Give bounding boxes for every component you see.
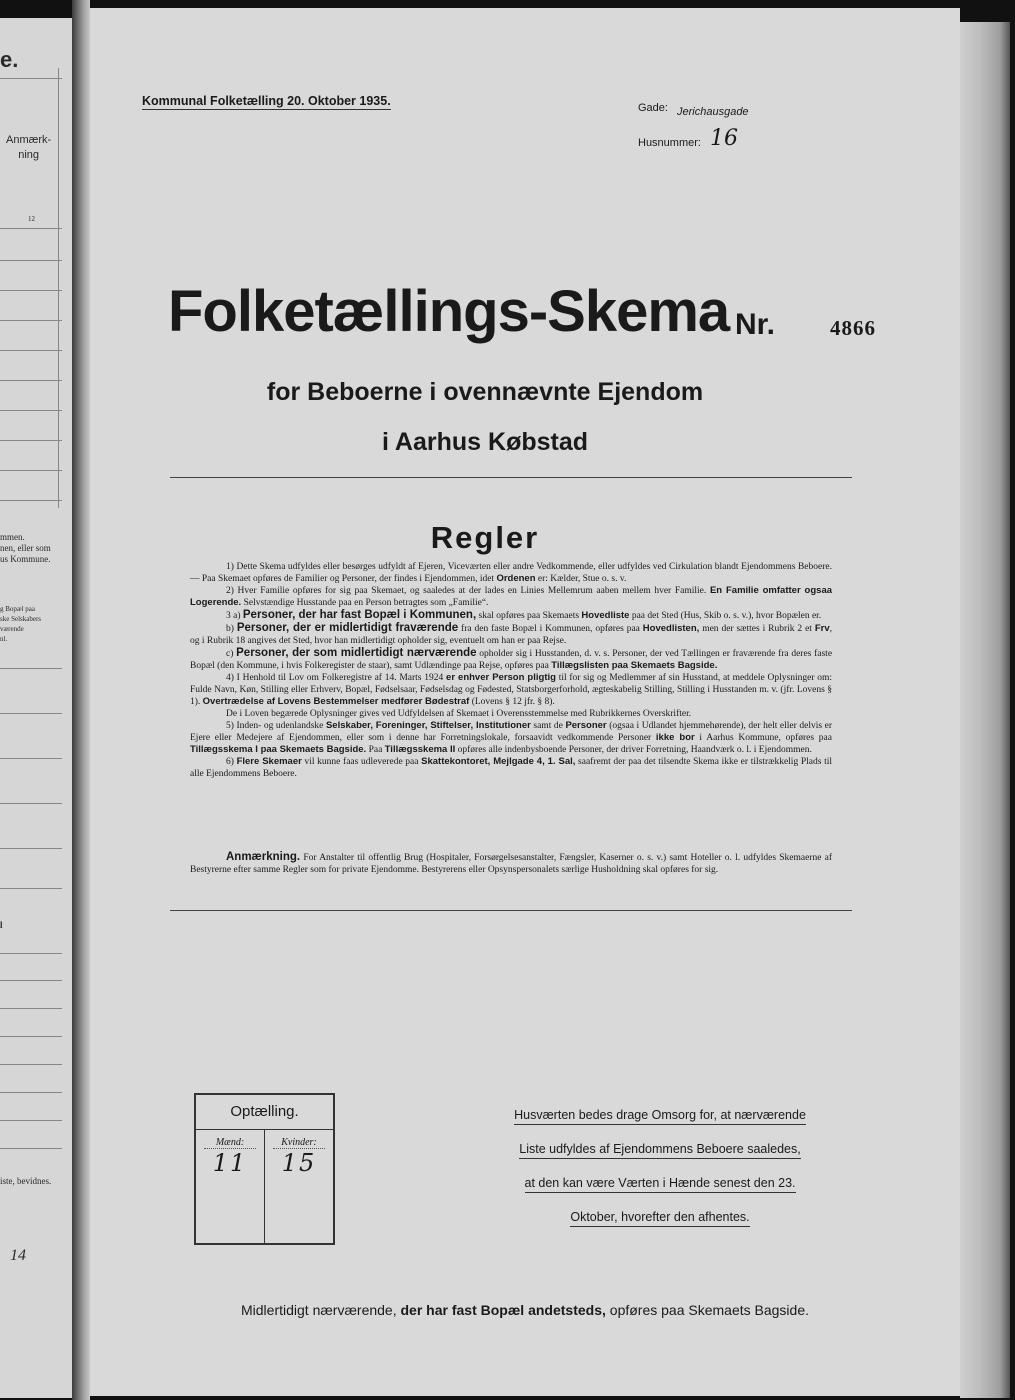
left-fragment-2: g Bopæl paa ske Selskabers værende nl.	[0, 605, 42, 643]
husnummer-value: 16	[710, 126, 738, 151]
form-title: Folketællings-Skema	[168, 279, 730, 344]
form-subtitle-1: for Beboerne i ovennævnte Ejendom	[266, 378, 704, 406]
gade-value: Jerichausgade	[677, 106, 749, 118]
husvaert-notice	[495, 1108, 825, 1244]
form-subtitle-2: i Aarhus Købstad	[381, 428, 589, 456]
rule-3c: c) Personer, der som midlertidigt nærværende opholder sig i Husstanden, d. v. s. Personer, der ved Tællingen er fraværende fra deres faste Bopæl (den Kommune, i hvis Folkeregister de staar), samt Udlændinge paa Rejse, opføres paa Tillægslisten paa Skemaets Bagside.	[190, 647, 833, 671]
maend-label: Mænd:	[204, 1137, 256, 1149]
rule-5: 5) Inden- og udenlandske Selskaber, Foreninger, Stiftelser, Institutioner samt de Personer (ogsaa i Udlandet hjemmehørende), der helt eller delvis er Ejere eller Medejere af Ejendommen, eller som i denne har Forretningslokale, forsaavidt vedkommende Personer ikke bor i Aarhus Kommune, opføres paa Tillægsskema I paa Skemaets Bagside. Paa Tillægsskema II opføres alle indenbysboende Personer, der driver Forretning, Haandværk o. l. i Ejendommen.	[190, 720, 832, 755]
footer-post: opføres paa Skemaets Bagside.	[609, 1302, 810, 1318]
kvinder-label: Kvinder:	[273, 1137, 325, 1149]
book-gutter	[72, 0, 90, 1400]
anmaerkning-block	[190, 851, 832, 876]
left-fragment-3: l	[0, 920, 3, 930]
rule-1: 1) Dette Skema udfyldes eller besørges udfyldt af Ejeren, Viceværten eller andre Vedkommende, eller udfyldes ved Cirkulation blandt Ejendommens Beboere. — Paa Skemaet opføres de Familier og Personer, der findes i Ejendommen, idet Ordenen er: Kælder, Stue o. s. v.	[190, 562, 832, 584]
left-top-letter: e.	[0, 47, 19, 72]
divider-top	[170, 477, 852, 478]
form-nr-label: Nr.	[735, 308, 776, 341]
left-col-number: 12	[28, 215, 35, 223]
husvaert-line-2: Liste udfyldes af Ejendommens Beboere saaledes,	[519, 1142, 800, 1159]
regler-text	[190, 561, 832, 780]
rule-3b: b) Personer, der er midlertidigt fraværende fra den faste Bopæl i Kommunen, opføres paa Hovedlisten, men der sættes i Rubrik 2 et Frv, og i Rubrik 18 angives det Sted, hvor han midlertidigt opholder sig, eventuelt om han er paa Rejse.	[190, 622, 833, 646]
form-nr-value: 4866	[830, 316, 876, 340]
footer-note	[90, 1302, 960, 1318]
rule-4b: De i Loven begærede Oplysninger gives ved Udfyldelsen af Skemaet i Overensstemmelse med Rubrikkernes Overskrifter.	[226, 709, 692, 719]
optaelling-title: Optælling.	[196, 1095, 333, 1130]
page-stack-edge	[960, 22, 1010, 1398]
anmaerkning-text: For Anstalter til offentlig Brug (Hospitaler, Forsørgelsesanstalter, Fængsler, Kaserner o. s. v.) samt Hoteller o. l. udfyldes Skemaerne af Bestyrerne efter samme Regler som for private Ejendomme. Bestyrerens eller Opsynspersonalets særlige Husholdning skal opføres for sig.	[190, 853, 833, 875]
kvinder-value: 15	[281, 1149, 317, 1177]
left-fragment-1: mmen. nen, eller som us Kommune.	[0, 532, 51, 564]
maend-value: 11	[212, 1149, 248, 1177]
husvaert-line-3: at den kan være Værten i Hænde senest den 23.	[525, 1176, 796, 1193]
census-form-page	[90, 8, 960, 1396]
maend-column	[196, 1129, 265, 1243]
regler-heading: Regler	[430, 520, 540, 555]
census-header-line: Kommunal Folketælling 20. Oktober 1935.	[142, 94, 391, 108]
kvinder-column	[265, 1129, 333, 1243]
rule-6: 6) Flere Skemaer vil kunne faas udleverede paa Skattekontoret, Mejlgade 4, 1. Sal, saafremt der paa det tilsendte Skema ikke er tilstrækkelig Plads til alle Ejendommens Beboere.	[190, 756, 833, 779]
left-anm-header: Anmærk- ning	[6, 134, 52, 161]
divider-bottom	[170, 910, 852, 911]
husvaert-line-1: Husværten bedes drage Omsorg for, at nærværende	[514, 1108, 806, 1125]
rule-3a: 3 a) Personer, der har fast Bopæl i Kommunen, skal opføres paa Skemaets Hovedliste paa det Sted (Hus, Skib o. s. v.), hvor Bopælen er.	[226, 609, 822, 621]
husnummer-label: Husnummer:	[638, 137, 701, 149]
husvaert-line-4: Oktober, hvorefter den afhentes.	[570, 1210, 749, 1227]
rule-4: 4) I Henhold til Lov om Folkeregistre af 14. Marts 1924 er enhver Person pligtig til for sig og Medlemmer af sin Husstand, at meddele Oplysninger om: Fulde Navn, Køn, Stilling eller Erhverv, Bopæl, Fødselsaar, Fødselsdag og Fødested, Statsborgerforhold, ægteskabelig Stilling, Stilling i Husstanden m. v. (jfr. Lovens § 1). Overtrædelse af Lovens Bestemmelser medfører Bødestraf (Lovens § 12 jfr. § 8).	[190, 672, 833, 707]
footer-bold: der har fast Bopæl andetsteds,	[400, 1302, 606, 1318]
left-fragment-4: iste, bevidnes.	[0, 1176, 52, 1186]
left-fragment-5: 14	[10, 1247, 26, 1264]
footer-pre: Midlertidigt nærværende,	[240, 1302, 397, 1318]
optaelling-box	[194, 1093, 335, 1245]
anmaerkning-label: Anmærkning.	[226, 851, 301, 863]
rule-2: 2) Hver Familie opføres for sig paa Skemaet, og saaledes at der lades en Linies Mellemrum aaben mellem hver Familie. En Familie omfatter ogsaa Logerende. Selvstændige Husstande paa en Person betragtes som „Familie“.	[190, 585, 833, 608]
left-page-fragment	[0, 18, 72, 1398]
gade-label: Gade:	[638, 102, 668, 114]
